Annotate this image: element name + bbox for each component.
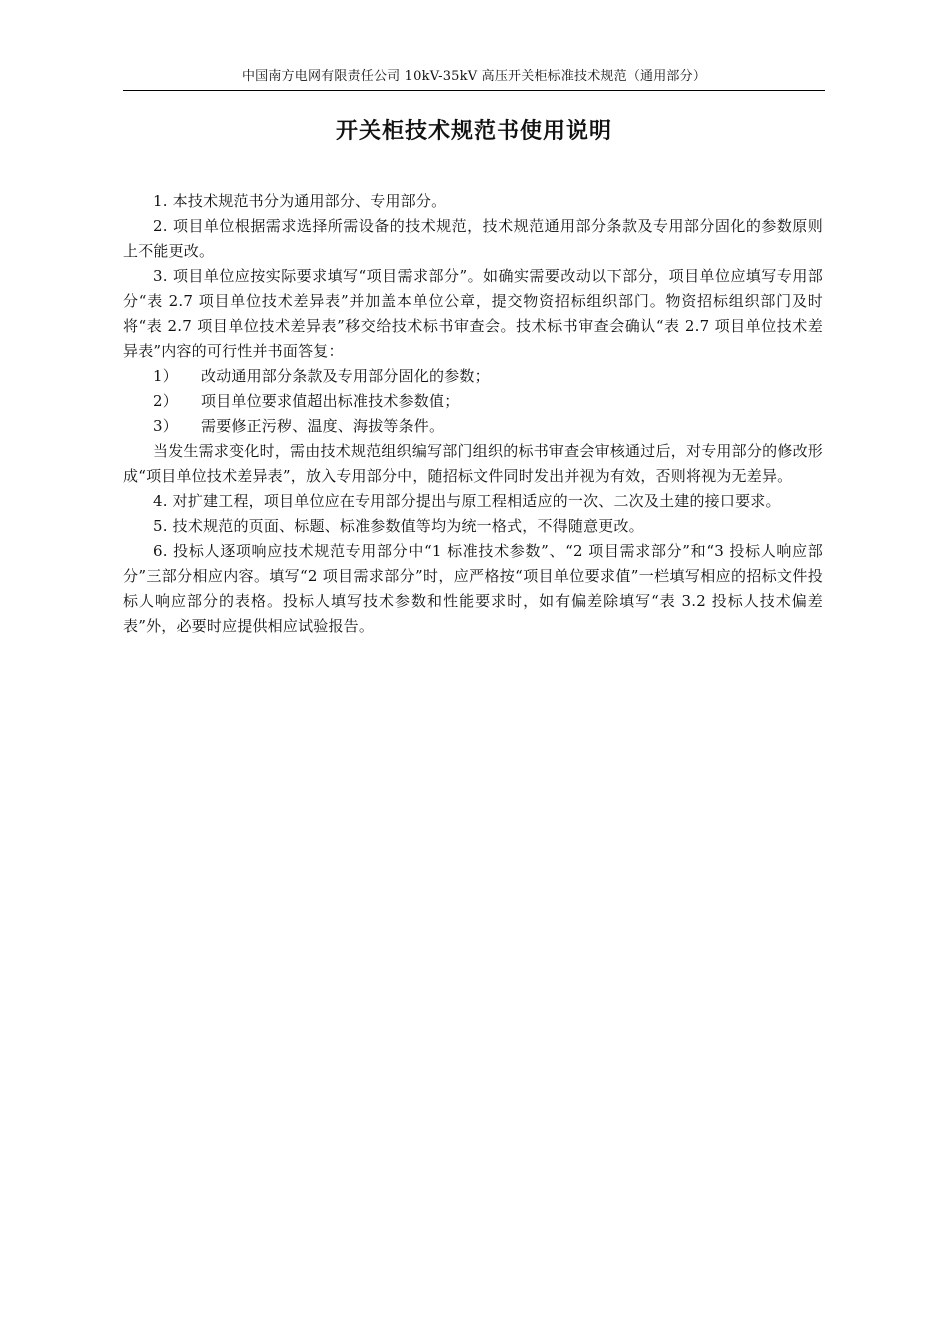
list-item-text: 改动通用部分条款及专用部分固化的参数；	[201, 367, 490, 385]
page-header	[123, 64, 825, 91]
paragraph-change-note: 当发生需求变化时，需由技术规范组织编写部门组织的标书审查会审核通过后，对专用部分的修改形成“项目单位技术差异表”，放入专用部分中，随招标文件同时发出并视为有效，否则将视为无差异。	[123, 442, 823, 485]
paragraph-3: 3. 项目单位应按实际要求填写“项目需求部分”。如确实需要改动以下部分，项目单位应填写专用部分“表 2.7 项目单位技术差异表”并加盖本单位公章，提交物资招标组织部门。物资招标组织部门及时将“表 2.7 项目单位技术差异表”移交给技术标书审查会。技术标书审查会确认“表 2.7 项目单位技术差异表”内容的可行性并书面答复：	[123, 267, 823, 360]
paragraph-1: 1. 本技术规范书分为通用部分、专用部分。	[153, 192, 447, 210]
list-item-text: 需要修正污秽、温度、海拔等条件。	[201, 417, 445, 435]
paragraph-2: 2. 项目单位根据需求选择所需设备的技术规范，技术规范通用部分条款及专用部分固化的参数原则上不能更改。	[123, 217, 823, 260]
list-item-number: 2）	[153, 392, 178, 410]
paragraph-4: 4. 对扩建工程，项目单位应在专用部分提出与原工程相适应的一次、二次及土建的接口要求。	[153, 492, 781, 510]
list-item	[123, 364, 823, 389]
document-body	[123, 189, 823, 639]
page-title: 开关柜技术规范书使用说明	[335, 119, 612, 144]
paragraph-5: 5. 技术规范的页面、标题、标准参数值等均为统一格式，不得随意更改。	[153, 517, 644, 535]
list-item	[123, 414, 823, 439]
list-item-number: 3）	[153, 417, 178, 435]
list-item-number: 1）	[153, 367, 178, 385]
page-header-text: 中国南方电网有限责任公司 10kV-35kV 高压开关柜标准技术规范（通用部分）	[241, 69, 707, 84]
paragraph-6: 6. 投标人逐项响应技术规范专用部分中“1 标准技术参数”、“2 项目需求部分”和“3 投标人响应部分”三部分相应内容。填写“2 项目需求部分”时，应严格按“项目单位要求值”一栏填写相应的招标文件投标人响应部分的表格。投标人填写技术参数和性能要求时，如有偏差除填写“表 3.2 投标人技术偏差表”外，必要时应提供相应试验报告。	[123, 542, 823, 635]
list-item-text: 项目单位要求值超出标准技术参数值；	[201, 392, 460, 410]
list-item	[123, 389, 823, 414]
